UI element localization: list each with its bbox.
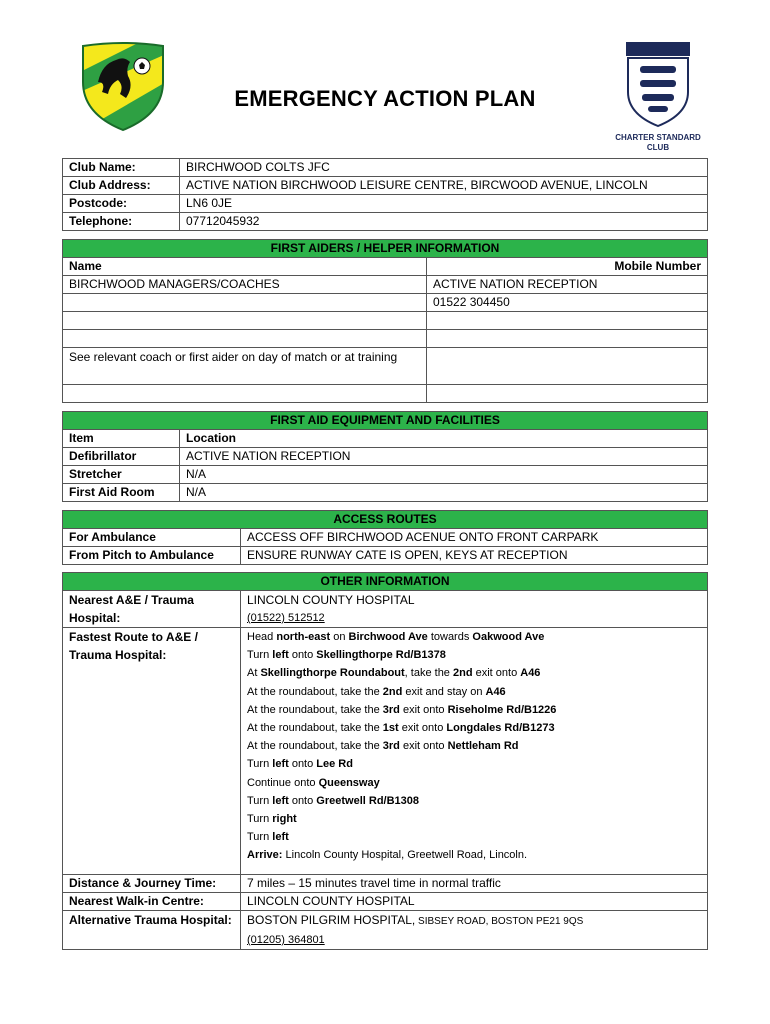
alt-hospital-phone[interactable]: (01205) 364801 <box>247 934 325 946</box>
empty-cell[interactable] <box>427 348 708 385</box>
item-column-header: Item <box>63 430 180 448</box>
access-routes-header: ACCESS ROUTES <box>63 511 708 529</box>
postcode-row <box>63 195 708 213</box>
fa-brand-text: TheFA <box>641 44 675 56</box>
route-step: Turn right <box>247 813 297 826</box>
empty-cell[interactable] <box>63 312 427 330</box>
equipment-item: First Aid Room <box>63 484 180 502</box>
route-directions[interactable] <box>241 628 708 875</box>
ambulance-label: For Ambulance <box>63 529 241 547</box>
equipment-table <box>62 411 708 502</box>
walkin-label: Nearest Walk-in Centre: <box>63 893 241 911</box>
equipment-header: FIRST AID EQUIPMENT AND FACILITIES <box>63 412 708 430</box>
first-aider-mobile[interactable]: 01522 304450 <box>427 294 708 312</box>
fa-caption-1: CHARTER STANDARD <box>615 133 701 142</box>
alt-hospital-value[interactable] <box>241 911 708 950</box>
club-name-row <box>63 159 708 177</box>
club-address-row <box>63 177 708 195</box>
nearest-hospital-phone[interactable]: (01522) 512512 <box>247 612 325 624</box>
club-name-value[interactable]: BIRCHWOOD COLTS JFC <box>180 159 708 177</box>
ambulance-value[interactable]: ACCESS OFF BIRCHWOOD ACENUE ONTO FRONT CARPARK <box>241 529 708 547</box>
club-address-label: Club Address: <box>63 177 180 195</box>
empty-cell[interactable] <box>63 385 427 403</box>
first-aider-mobile[interactable]: ACTIVE NATION RECEPTION <box>427 276 708 294</box>
empty-cell[interactable] <box>427 385 708 403</box>
empty-cell[interactable] <box>427 330 708 348</box>
equipment-location[interactable]: N/A <box>180 466 708 484</box>
route-step: Head north-east on Birchwood Ave towards Oakwood Ave <box>247 631 545 643</box>
equipment-item: Defibrillator <box>63 448 180 466</box>
route-step: At the roundabout, take the 3rd exit onto Nettleham Rd <box>247 740 519 753</box>
location-column-header: Location <box>180 430 708 448</box>
table-row <box>63 348 708 385</box>
postcode-label: Postcode: <box>63 195 180 213</box>
walkin-value[interactable]: LINCOLN COUNTY HOSPITAL <box>241 893 708 911</box>
telephone-label: Telephone: <box>63 213 180 231</box>
route-step: Turn left onto Skellingthorpe Rd/B1378 <box>247 649 446 662</box>
pitch-value[interactable]: ENSURE RUNWAY CATE IS OPEN, KEYS AT RECEPTION <box>241 547 708 565</box>
pitch-label: From Pitch to Ambulance <box>63 547 241 565</box>
route-step: At the roundabout, take the 3rd exit onto Riseholme Rd/B1226 <box>247 703 557 716</box>
route-steps <box>247 628 701 865</box>
nearest-hospital-name: LINCOLN COUNTY HOSPITAL <box>247 593 415 607</box>
other-info-table <box>62 572 708 950</box>
telephone-row <box>63 213 708 231</box>
table-row <box>63 448 708 466</box>
equipment-item: Stretcher <box>63 466 180 484</box>
club-address-value[interactable]: ACTIVE NATION BIRCHWOOD LEISURE CENTRE, BIRCWOOD AVENUE, LINCOLN <box>180 177 708 195</box>
table-row <box>63 466 708 484</box>
mobile-column-header: Mobile Number <box>427 258 708 276</box>
route-step: At the roundabout, take the 1st exit onto Longdales Rd/B1273 <box>247 722 555 735</box>
route-step: Turn left <box>247 831 289 844</box>
nearest-hospital-label: Nearest A&E / Trauma Hospital: <box>63 591 241 628</box>
telephone-value[interactable]: 07712045932 <box>180 213 708 231</box>
club-details-table <box>62 158 708 231</box>
fa-caption-2: CLUB <box>646 143 670 152</box>
first-aider-name[interactable]: BIRCHWOOD MANAGERS/COACHES <box>63 276 427 294</box>
distance-label: Distance & Journey Time: <box>63 875 241 893</box>
route-step: Continue onto Queensway <box>247 776 380 789</box>
table-row <box>63 330 708 348</box>
route-step: Turn left onto Greetwell Rd/B1308 <box>247 794 420 807</box>
route-label: Fastest Route to A&E / Trauma Hospital: <box>63 628 241 875</box>
name-column-header: Name <box>63 258 427 276</box>
first-aiders-table <box>62 239 708 403</box>
table-row <box>63 276 708 294</box>
route-step: Arrive: Lincoln County Hospital, Greetwell Road, Lincoln. <box>247 849 528 862</box>
first-aider-note[interactable]: See relevant coach or first aider on day of match or at training <box>63 348 427 385</box>
first-aider-name[interactable] <box>63 294 427 312</box>
nearest-hospital-value[interactable] <box>241 591 708 628</box>
alt-hospital-label: Alternative Trauma Hospital: <box>63 911 241 950</box>
other-info-header: OTHER INFORMATION <box>63 573 708 591</box>
table-row <box>63 312 708 330</box>
access-routes-table <box>62 510 708 565</box>
distance-value[interactable]: 7 miles – 15 minutes travel time in normal traffic <box>241 875 708 893</box>
route-step: At the roundabout, take the 2nd exit and stay on A46 <box>247 685 506 698</box>
equipment-location[interactable]: ACTIVE NATION RECEPTION <box>180 448 708 466</box>
empty-cell[interactable] <box>63 330 427 348</box>
empty-cell[interactable] <box>427 312 708 330</box>
first-aiders-header: FIRST AIDERS / HELPER INFORMATION <box>63 240 708 258</box>
equipment-location[interactable]: N/A <box>180 484 708 502</box>
club-name-label: Club Name: <box>63 159 180 177</box>
route-step: Turn left onto Lee Rd <box>247 758 353 771</box>
alt-hospital-address: SIBSEY ROAD, BOSTON PE21 9QS <box>415 916 584 927</box>
page-title: EMERGENCY ACTION PLAN <box>234 86 536 111</box>
postcode-value[interactable]: LN6 0JE <box>180 195 708 213</box>
table-row <box>63 294 708 312</box>
route-step: At Skellingthorpe Roundabout, take the 2nd exit onto A46 <box>247 667 541 680</box>
table-row <box>63 484 708 502</box>
table-row <box>63 385 708 403</box>
alt-hospital-name: BOSTON PILGRIM HOSPITAL, <box>247 913 416 927</box>
